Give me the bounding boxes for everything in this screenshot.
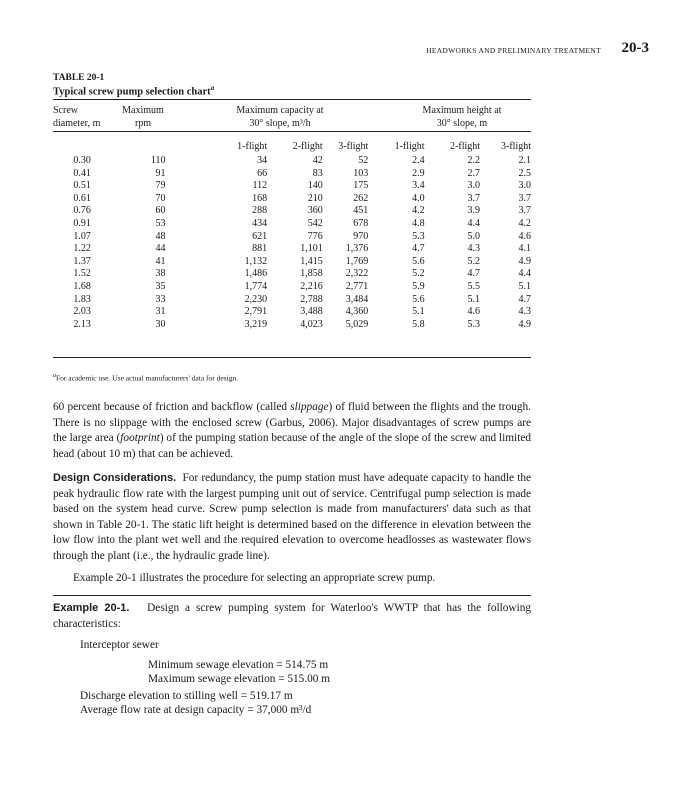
sub-header-ht-3flight: 3-flight — [501, 141, 531, 153]
table-cell: 1,858 — [300, 268, 323, 280]
table-row — [53, 231, 531, 244]
table-row — [53, 168, 531, 181]
p1-text-a: 60 percent because of friction and backflow (called — [53, 401, 291, 413]
table-cell: 30 — [155, 318, 166, 330]
table-cell: 3.7 — [518, 192, 531, 204]
table-cell: 4,023 — [300, 318, 323, 330]
header-screw-line1: Screw — [53, 105, 78, 116]
p1-emphasis-footprint: footprint — [120, 432, 160, 444]
table-cell: 1,101 — [300, 243, 323, 255]
table-row — [53, 218, 531, 231]
table-cell: 262 — [353, 192, 369, 204]
header-bottom-rule — [53, 131, 531, 132]
table-cell: 5.1 — [412, 306, 425, 318]
table-cell: 168 — [252, 192, 268, 204]
example-intro-text: Example 20-1 illustrates the procedure for selecting an appropriate screw pump. — [73, 572, 436, 584]
header-capacity-line1: Maximum capacity at — [236, 105, 324, 116]
table-row — [53, 205, 531, 218]
table-cell: 4.1 — [518, 243, 531, 255]
sub-header-row — [53, 140, 531, 155]
table-cell: 31 — [155, 306, 166, 318]
table-cell: 0.61 — [73, 192, 91, 204]
table-cell: 52 — [358, 155, 369, 166]
table-cell: 66 — [257, 167, 268, 179]
header-rpm-line1: Maximum — [122, 105, 164, 116]
table-cell: 4.7 — [518, 293, 531, 305]
table-cell: 2,322 — [345, 268, 369, 280]
table-row — [53, 268, 531, 281]
table-cell: 5.1 — [518, 280, 531, 292]
footnote-mark: a — [53, 373, 56, 379]
table-cell: 1,486 — [244, 268, 268, 280]
footnote-text: For academic use. Use actual manufacturers' data for design. — [56, 373, 239, 383]
header-height-line2: 30° slope, m — [436, 117, 488, 129]
table-cell: 1,415 — [300, 255, 323, 267]
table-row — [53, 306, 531, 319]
table-cell: 4.7 — [412, 243, 425, 255]
table-cell: 3.4 — [412, 180, 425, 192]
table-cell: 112 — [252, 180, 268, 192]
table-cell: 434 — [252, 217, 268, 229]
table-cell: 2.1 — [518, 155, 531, 166]
max-sewage-elevation: Maximum sewage elevation = 515.00 m — [148, 673, 331, 685]
table-row — [53, 243, 531, 256]
table-top-rule — [53, 99, 531, 100]
table-cell: 542 — [307, 217, 323, 229]
table-cell: 140 — [307, 180, 323, 192]
table-cell: 4.2 — [518, 217, 531, 229]
table-cell: 776 — [307, 230, 323, 242]
table-cell: 3.7 — [518, 205, 531, 217]
table-cell: 79 — [155, 180, 166, 192]
table-cell: 2,788 — [300, 293, 323, 305]
table-row — [53, 155, 531, 168]
example-20-1 — [53, 601, 531, 632]
table-row — [53, 294, 531, 307]
table-cell: 44 — [155, 243, 166, 255]
table-cell: 0.76 — [73, 205, 91, 217]
table-bottom-rule — [53, 357, 531, 358]
table-cell: 0.51 — [73, 180, 91, 192]
table-cell: 1.37 — [73, 255, 91, 267]
table-cell: 0.41 — [73, 167, 91, 179]
table-cell: 5.6 — [412, 293, 425, 305]
table-cell: 2.9 — [412, 167, 425, 179]
table-cell: 1.68 — [73, 280, 91, 292]
table-row — [53, 180, 531, 193]
table-cell: 1.83 — [73, 293, 91, 305]
table-cell: 2.2 — [467, 155, 481, 166]
table-cell: 3.7 — [467, 192, 481, 204]
table-cell: 2.5 — [518, 167, 531, 179]
table-cell: 175 — [353, 180, 369, 192]
header-screw-line2: diameter, m — [53, 117, 101, 129]
table-cell: 3,219 — [244, 318, 268, 330]
table-cell: 4.9 — [518, 318, 531, 330]
table-cell: 0.91 — [73, 217, 91, 229]
table-cell: 5.9 — [412, 280, 425, 292]
section-title: HEADWORKS AND PRELIMINARY TREATMENT — [426, 46, 601, 55]
sub-header-cap-3flight: 3-flight — [338, 141, 369, 153]
table-cell: 2,791 — [244, 306, 268, 318]
table-cell: 2,230 — [244, 293, 268, 305]
table-cell: 360 — [307, 205, 323, 217]
table-cell: 3,484 — [345, 293, 369, 305]
table-cell: 110 — [150, 155, 166, 166]
table-cell: 1,774 — [244, 280, 268, 292]
table-cell: 210 — [307, 192, 323, 204]
sub-header-cap-2flight: 2-flight — [292, 141, 323, 153]
table-cell: 2,216 — [300, 280, 323, 292]
table-cell: 70 — [155, 192, 166, 204]
table-cell: 33 — [155, 293, 166, 305]
table-footnote — [53, 373, 238, 383]
average-flow-rate: Average flow rate at design capacity = 37,000 m³/d — [80, 704, 312, 716]
table-cell: 5.8 — [412, 318, 425, 330]
table-cell: 970 — [353, 230, 369, 242]
table-cell: 2.7 — [467, 167, 481, 179]
table-cell: 5.0 — [467, 230, 481, 242]
header-max-rpm — [110, 105, 176, 130]
table-cell: 4.3 — [518, 306, 531, 318]
table-cell: 103 — [353, 167, 369, 179]
paragraph-example-intro — [53, 571, 531, 587]
table-cell: 3.9 — [467, 205, 481, 217]
table-cell: 1.07 — [73, 230, 91, 242]
table-cell: 4,360 — [345, 306, 369, 318]
table-cell: 34 — [257, 155, 268, 166]
table-cell: 5.5 — [467, 280, 481, 292]
table-cell: 5,029 — [345, 318, 369, 330]
table-cell: 4.6 — [518, 230, 531, 242]
table-row — [53, 319, 531, 332]
table-cell: 5.3 — [467, 318, 481, 330]
table-cell: 3,488 — [300, 306, 323, 318]
table-cell: 1,132 — [244, 255, 268, 267]
table-cell: 451 — [353, 205, 369, 217]
sub-header-cap-1flight: 1-flight — [237, 141, 268, 153]
header-capacity-line2: 30° slope, m³/h — [249, 117, 311, 129]
example-top-rule — [53, 595, 531, 596]
header-max-height — [388, 105, 536, 130]
p1-emphasis-slippage: slippage — [290, 401, 329, 413]
header-max-capacity — [200, 105, 360, 130]
table-cell: 2.4 — [412, 155, 425, 166]
table-cell: 4.6 — [467, 306, 481, 318]
table-cell: 35 — [155, 280, 166, 292]
table-cell: 1.52 — [73, 268, 91, 280]
table-cell: 678 — [353, 217, 369, 229]
interceptor-sewer-label: Interceptor sewer — [80, 639, 159, 651]
page-number: 20-3 — [621, 40, 649, 56]
table-cell: 4.0 — [412, 192, 425, 204]
design-considerations-text: For redundancy, the pump station must have adequate capacity to handle the peak hydraulic flow rate with the largest pumping unit out of service. Centrifugal pump selection is made based on the system head curve. Screw pump selection is made from manufacturers' data such as that shown in Table 20-1. The static lift height is determined based on the difference in elevation between the low flow into the plant wet well and the required elevation to overcome headlosses as wastewater flows through the plant (i.e., the hydraulic grade line). — [53, 472, 532, 562]
table-cell: 1.22 — [73, 243, 91, 255]
table-cell: 2.13 — [73, 318, 91, 330]
table-cell: 42 — [312, 155, 323, 166]
table-title-text: Typical screw pump selection chart — [53, 86, 211, 98]
table-cell: 53 — [155, 217, 166, 229]
sub-header-ht-2flight: 2-flight — [450, 141, 481, 153]
header-height-line1: Maximum height at — [422, 105, 502, 116]
table-cell: 60 — [155, 205, 166, 217]
paragraph-design-considerations — [53, 471, 531, 564]
table-cell: 4.3 — [467, 243, 481, 255]
table-cell: 4.4 — [518, 268, 531, 280]
design-considerations-heading: Design Considerations. — [53, 472, 177, 484]
table-cell: 4.8 — [412, 217, 425, 229]
table-cell: 0.30 — [73, 155, 91, 166]
table-cell: 4.9 — [518, 255, 531, 267]
paragraph-slippage — [53, 400, 531, 462]
table-cell: 5.2 — [467, 255, 481, 267]
table-cell: 5.1 — [467, 293, 481, 305]
p1-text-b: ) of fluid between the flights and the trough. There is no slippage with the enclosed screw (Garbus, 2006). Major disadvantages of screw pumps are the large area ( — [53, 401, 531, 444]
table-cell: 1,769 — [345, 255, 369, 267]
table-body — [53, 155, 531, 331]
example-heading: Example 20-1. — [53, 602, 130, 614]
table-title-note: a — [210, 84, 215, 92]
table-row — [53, 193, 531, 206]
table-cell: 4.2 — [412, 205, 425, 217]
table-row — [53, 281, 531, 294]
table-title — [53, 84, 214, 98]
table-cell: 4.4 — [467, 217, 481, 229]
header-screw-diameter — [53, 105, 100, 130]
table-cell: 2,771 — [345, 280, 369, 292]
table-cell: 881 — [252, 243, 268, 255]
discharge-elevation: Discharge elevation to stilling well = 519.17 m — [80, 690, 293, 702]
table-cell: 5.2 — [412, 268, 425, 280]
table-cell: 3.0 — [518, 180, 531, 192]
table-cell: 2.03 — [73, 306, 91, 318]
table-cell: 91 — [155, 167, 166, 179]
running-head — [0, 40, 689, 60]
table-cell: 48 — [155, 230, 166, 242]
table-cell: 288 — [252, 205, 268, 217]
table-cell: 5.6 — [412, 255, 425, 267]
example-text: Design a screw pumping system for Waterloo's WWTP that has the following characteristics: — [53, 602, 532, 630]
table-cell: 3.0 — [467, 180, 481, 192]
table-cell: 1,376 — [345, 243, 369, 255]
table-cell: 621 — [252, 230, 268, 242]
table-row — [53, 256, 531, 269]
table-cell: 4.7 — [467, 268, 481, 280]
table-cell: 41 — [155, 255, 166, 267]
p1-text-c: ) of the pumping station because of the angle of the slope of the screw and limited head (about 10 m) that can be achieved. — [53, 432, 531, 460]
screw-pump-table — [53, 140, 531, 331]
table-cell: 5.3 — [412, 230, 425, 242]
min-sewage-elevation: Minimum sewage elevation = 514.75 m — [148, 659, 329, 671]
table-cell: 83 — [312, 167, 323, 179]
table-cell: 38 — [155, 268, 166, 280]
table-label: TABLE 20-1 — [53, 73, 105, 83]
sub-header-ht-1flight: 1-flight — [394, 141, 425, 153]
header-rpm-line2: rpm — [134, 117, 152, 129]
